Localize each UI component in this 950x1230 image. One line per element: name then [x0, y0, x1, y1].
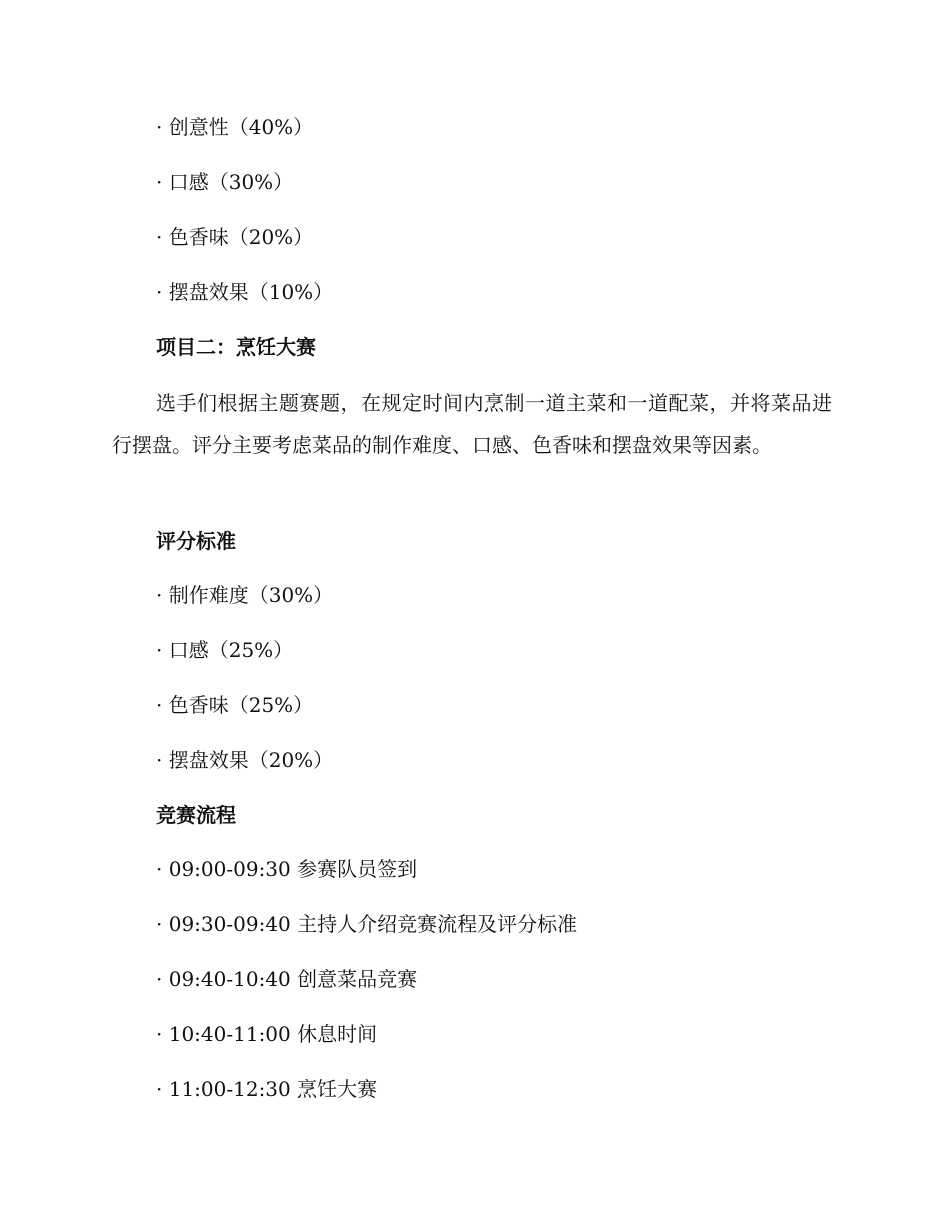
criteria-heading: 评分标准	[156, 529, 236, 553]
list-item: · 色香味（20%）	[156, 223, 313, 251]
list-item: · 制作难度（30%）	[156, 581, 333, 609]
schedule-item: · 10:40-11:00 休息时间	[156, 1020, 377, 1048]
schedule-item: · 09:40-10:40 创意菜品竞赛	[156, 965, 417, 993]
list-item: · 摆盘效果（20%）	[156, 746, 333, 774]
schedule-item: · 11:00-12:30 烹饪大赛	[156, 1075, 377, 1103]
list-item: · 创意性（40%）	[156, 113, 313, 141]
schedule-heading: 竞赛流程	[156, 803, 236, 827]
project2-heading: 项目二：烹饪大赛	[156, 335, 316, 359]
schedule-item: · 09:00-09:30 参赛队员签到	[156, 855, 417, 883]
list-item: · 摆盘效果（10%）	[156, 278, 333, 306]
list-item: · 口感（30%）	[156, 168, 293, 196]
list-item: · 口感（25%）	[156, 636, 293, 664]
project2-description: 选手们根据主题赛题，在规定时间内烹制一道主菜和一道配菜，并将菜品进行摆盘。评分主要考虑菜品的制作难度、口感、色香味和摆盘效果等因素。	[112, 391, 832, 457]
schedule-item: · 09:30-09:40 主持人介绍竞赛流程及评分标准	[156, 910, 577, 938]
list-item: · 色香味（25%）	[156, 691, 313, 719]
